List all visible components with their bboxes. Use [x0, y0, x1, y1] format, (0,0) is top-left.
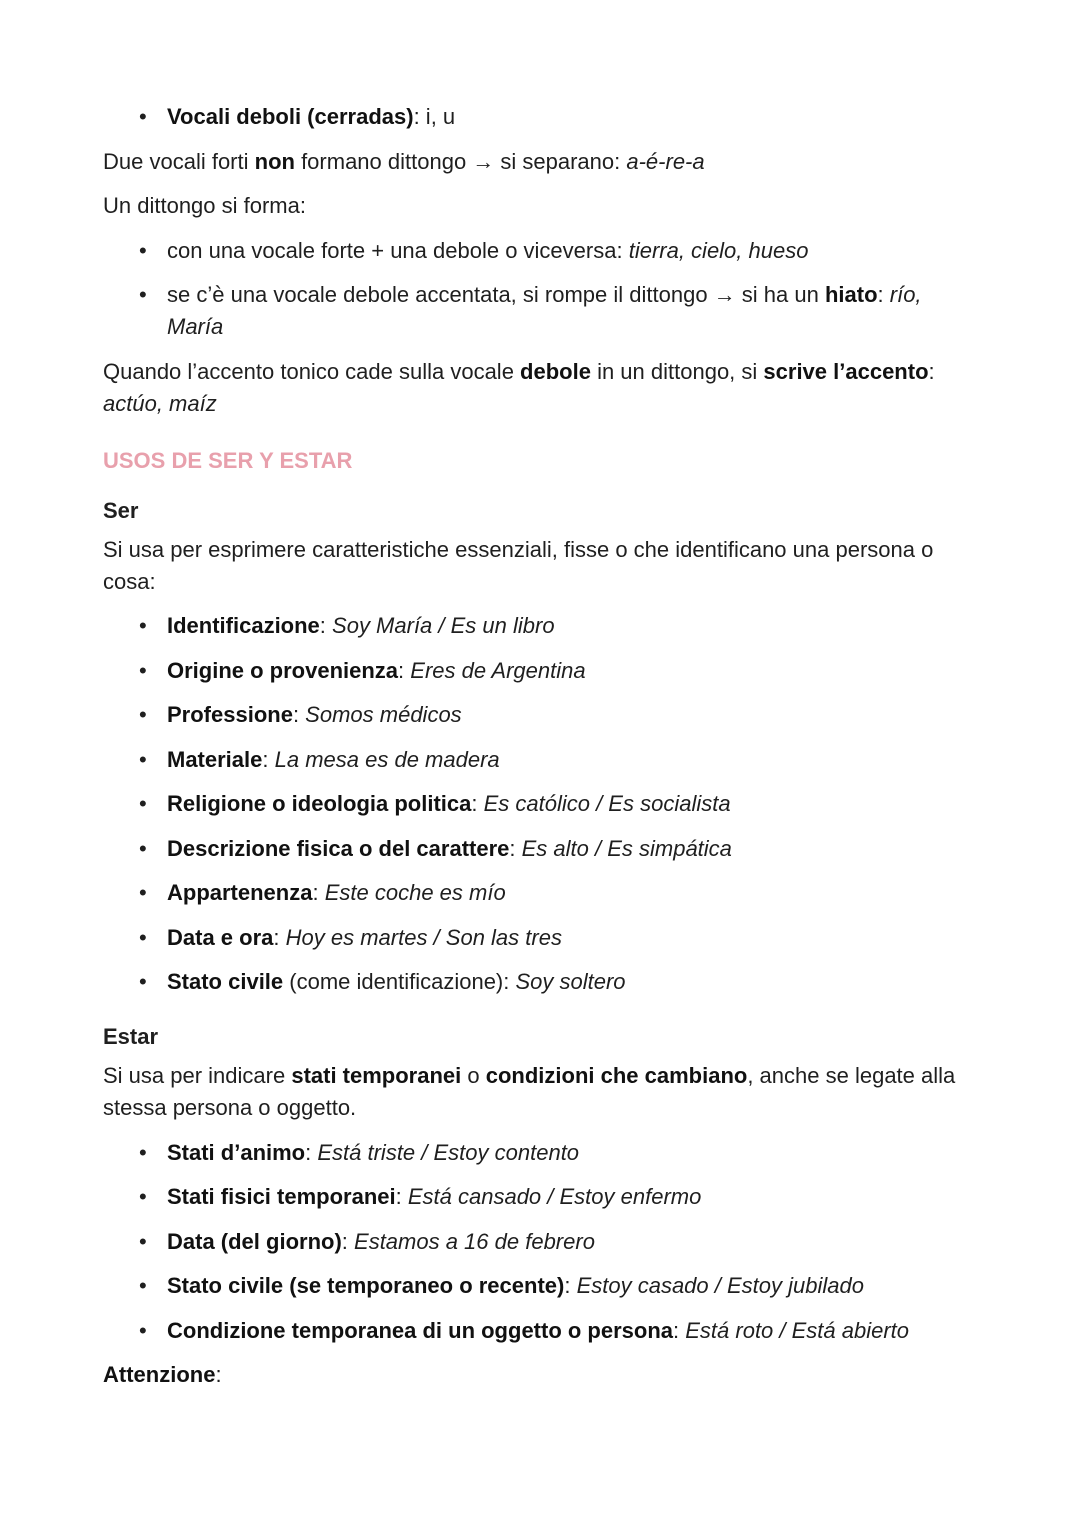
paragraph: [103, 534, 980, 598]
bold-text: Stati fisici temporanei: [167, 1184, 396, 1209]
text-run: con una vocale forte + una debole o viceversa:: [167, 237, 629, 263]
bullet-item: [103, 699, 980, 731]
bold-text: Identificazione: [167, 613, 320, 638]
example-text: actúo, maíz: [103, 390, 217, 416]
text-run: :: [877, 282, 890, 307]
bullet-item: [103, 655, 980, 687]
subheading: [103, 1021, 980, 1053]
bold-text: Stato civile: [167, 969, 284, 994]
text-run: : i, u: [413, 104, 456, 129]
bullet-icon: •: [139, 791, 147, 816]
bold-text: Stato civile (se temporaneo o recente): [167, 1273, 565, 1298]
example-text: a-é-re-a: [626, 148, 705, 174]
text-run: formano dittongo → si separano:: [294, 148, 627, 174]
text-run: , anche se legate alla stessa persona o oggetto.: [103, 1063, 956, 1120]
bold-text: condizioni che cambiano: [485, 1063, 748, 1088]
bullet-item: [103, 744, 980, 776]
bullet-item: [103, 279, 980, 343]
text-run: :: [273, 924, 286, 950]
bullet-icon: •: [139, 1228, 147, 1254]
text-run: Estar: [103, 1024, 159, 1049]
text-run: Si usa per indicare: [103, 1063, 292, 1088]
bullet-item: [103, 966, 980, 998]
example-text: La mesa es de madera: [274, 746, 500, 772]
example-text: Estamos a 16 de febrero: [354, 1228, 595, 1254]
bullet-icon: •: [139, 613, 147, 638]
text-run: :: [564, 1273, 577, 1298]
text-run: :: [312, 880, 325, 905]
paragraph: [103, 1060, 980, 1124]
paragraph: [103, 1359, 980, 1391]
example-text: Hoy es martes / Son las tres: [285, 924, 562, 950]
example-text: Soy soltero: [515, 969, 626, 994]
bullet-item: [103, 833, 980, 865]
bold-text: scrive l’accento: [763, 358, 929, 384]
text-run: :: [471, 791, 484, 816]
bullet-icon: •: [139, 1184, 147, 1209]
bullet-icon: •: [139, 237, 147, 263]
bold-text: stati temporanei: [291, 1063, 462, 1088]
text-run: :: [673, 1317, 686, 1343]
example-text: Está triste / Estoy contento: [317, 1139, 580, 1165]
bold-text: non: [254, 148, 295, 174]
text-run: Quando l’accento tonico cade sulla vocale: [103, 358, 521, 384]
bullet-icon: •: [139, 1273, 147, 1298]
paragraph: [103, 356, 980, 420]
text-run: :: [292, 702, 306, 727]
bullet-icon: •: [139, 657, 147, 683]
bold-text: Vocali deboli (cerradas): [167, 104, 414, 129]
bullet-icon: •: [139, 924, 147, 950]
bullet-icon: •: [139, 104, 147, 129]
bold-text: hiato: [824, 282, 878, 307]
example-text: tierra, cielo, hueso: [628, 237, 809, 263]
bold-text: Data (del giorno): [167, 1228, 342, 1254]
example-text: Estoy casado / Estoy jubilado: [576, 1273, 864, 1298]
bullet-item: [103, 610, 980, 642]
bold-text: Stati d’animo: [167, 1139, 306, 1165]
example-text: Este coche es mío: [324, 880, 506, 905]
text-run: :: [341, 1228, 355, 1254]
text-run: USOS DE SER Y ESTAR: [103, 447, 353, 473]
text-run: :: [398, 657, 411, 683]
example-text: Eres de Argentina: [410, 657, 586, 683]
bullet-item: [103, 922, 980, 954]
text-run: se c’è una vocale debole accentata, si rompe il dittongo → si ha un: [167, 282, 825, 307]
text-run: Due vocali forti: [103, 148, 255, 174]
bullet-icon: •: [139, 880, 147, 905]
bullet-item: [103, 1315, 980, 1347]
bold-text: Attenzione: [103, 1362, 216, 1387]
text-run: Si usa per esprimere caratteristiche essenziali, fisse o che identificano una persona o cosa:: [103, 536, 934, 594]
text-run: :: [262, 746, 275, 772]
bold-text: Religione o ideologia politica: [167, 791, 472, 816]
bullet-icon: •: [139, 746, 147, 772]
bullet-icon: •: [139, 835, 147, 861]
bullet-item: [103, 1226, 980, 1258]
example-text: río, María: [167, 282, 922, 339]
example-text: Es católico / Es socialista: [483, 791, 731, 816]
example-text: Está cansado / Estoy enfermo: [407, 1184, 702, 1209]
text-run: Ser: [103, 497, 139, 523]
bullet-icon: •: [139, 1317, 147, 1343]
text-run: :: [305, 1139, 318, 1165]
example-text: Somos médicos: [305, 702, 462, 727]
example-text: Está roto / Está abierto: [685, 1317, 910, 1343]
text-run: :: [395, 1184, 408, 1209]
bullet-item: [103, 877, 980, 909]
text-run: in un dittongo, si: [590, 358, 764, 384]
bold-text: Descrizione fisica o del carattere: [167, 835, 510, 861]
bullet-item: [103, 101, 980, 133]
paragraph: [103, 190, 980, 222]
example-text: Es alto / Es simpática: [521, 835, 732, 861]
bold-text: Appartenenza: [167, 880, 313, 905]
text-run: :: [509, 835, 522, 861]
bold-text: debole: [520, 358, 591, 384]
text-run: :: [319, 613, 333, 638]
bullet-item: [103, 1270, 980, 1302]
text-run: Un dittongo si forma:: [103, 193, 306, 218]
bullet-icon: •: [139, 969, 147, 994]
bold-text: Materiale: [167, 746, 263, 772]
bullet-item: [103, 1137, 980, 1169]
text-run: o: [461, 1063, 486, 1088]
section-heading: [103, 445, 980, 477]
bullet-item: [103, 1181, 980, 1213]
text-run: :: [215, 1362, 222, 1387]
bullet-icon: •: [139, 702, 147, 727]
example-text: Soy María / Es un libro: [332, 613, 555, 638]
paragraph: [103, 146, 980, 178]
bullet-item: [103, 788, 980, 820]
bullet-item: [103, 235, 980, 267]
bullet-icon: •: [139, 282, 147, 307]
bold-text: Data e ora: [167, 924, 274, 950]
text-run: (come identificazione):: [283, 969, 516, 994]
bullet-icon: •: [139, 1139, 147, 1165]
bold-text: Condizione temporanea di un oggetto o persona: [167, 1317, 674, 1343]
subheading: [103, 495, 980, 527]
bold-text: Origine o provenienza: [167, 657, 399, 683]
bold-text: Professione: [167, 702, 293, 727]
text-run: :: [928, 358, 935, 384]
